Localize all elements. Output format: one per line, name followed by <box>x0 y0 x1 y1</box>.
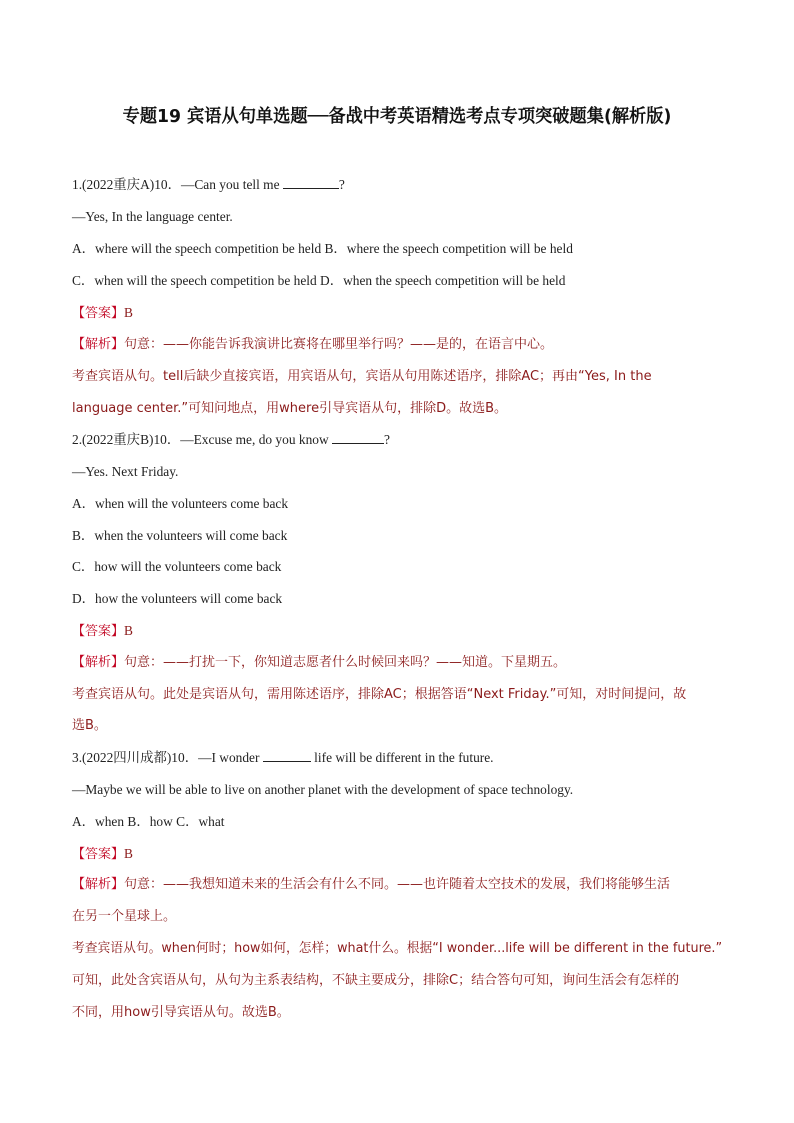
q2-option-b: B．when the volunteers will come back <box>72 528 288 543</box>
q1-options-cd: C．when will the speech competition be held D．when the speech competition will be held <box>72 273 566 288</box>
q3-blank <box>263 749 311 762</box>
q3-answer <box>72 845 133 864</box>
q2-stem-end: ? <box>384 432 390 447</box>
answer-value: B <box>124 846 133 861</box>
q1-stem-end: ? <box>338 177 345 192</box>
answer-value: B <box>124 623 133 638</box>
q2-analysis-text-1: 句意：——打扰一下，你知道志愿者什么时候回来吗？——知道。下星期五。 <box>124 655 567 670</box>
q1-reply: —Yes, In the language center. <box>72 209 233 224</box>
q3-options: A．when B．how C．what <box>72 814 225 829</box>
q2-answer <box>72 622 133 641</box>
q1-options-ab: A．where will the speech competition be held B．where the speech competition will be held <box>72 241 573 256</box>
q2-blank <box>332 431 384 444</box>
q1-analysis-line-1 <box>72 336 553 354</box>
q3-analysis-line-1 <box>72 876 670 894</box>
answer-label: 【答案】 <box>72 624 125 639</box>
q1-answer <box>72 304 133 323</box>
q2-stem <box>72 431 390 449</box>
q2-option-c: C．how will the volunteers come back <box>72 559 282 574</box>
q1-stem <box>72 176 345 194</box>
q1-analysis-line-3: language center.”可知问地点，用where引导宾语从句，排除D。故选B。 <box>72 401 508 416</box>
answer-label: 【答案】 <box>72 306 125 321</box>
analysis-label: 【解析】 <box>72 337 125 352</box>
analysis-label: 【解析】 <box>72 655 125 670</box>
q3-stem-end: life will be different in the future. <box>314 750 494 765</box>
q1-stem-text: 1.(2022重庆A)10．—Can you tell me <box>72 177 280 192</box>
q3-stem-text: 3.(2022四川成都)10．—I wonder <box>72 750 260 765</box>
q3-analysis-line-3: 考查宾语从句。when何时；how如何，怎样；what什么。根据“I wonder...life will be different in the future.” <box>72 941 723 956</box>
analysis-label: 【解析】 <box>72 877 125 892</box>
q3-analysis-text-1: 句意：——我想知道未来的生活会有什么不同。——也许随着太空技术的发展，我们将能够生活 <box>124 877 671 892</box>
answer-value: B <box>124 305 133 320</box>
q2-analysis-line-2: 考查宾语从句。此处是宾语从句，需用陈述语序，排除AC；根据答语“Next Friday.”可知，对时间提问，故 <box>72 687 687 702</box>
q3-stem <box>72 749 494 767</box>
answer-label: 【答案】 <box>72 847 125 862</box>
q1-analysis-line-2: 考查宾语从句。tell后缺少直接宾语，用宾语从句，宾语从句用陈述语序，排除AC；再由“Yes, In the <box>72 369 652 384</box>
q2-option-a: A．when will the volunteers come back <box>72 496 289 511</box>
q2-reply: —Yes. Next Friday. <box>72 464 179 479</box>
q3-analysis-line-4: 可知，此处含宾语从句，从句为主系表结构，不缺主要成分，排除C；结合答句可知，询问生活会有怎样的 <box>72 973 680 988</box>
q1-analysis-text-1: 句意：——你能告诉我演讲比赛将在哪里举行吗？——是的，在语言中心。 <box>124 337 554 352</box>
q2-analysis-line-3: 选B。 <box>72 718 107 733</box>
q3-reply: —Maybe we will be able to live on another planet with the development of space technology. <box>72 782 574 797</box>
q1-blank <box>283 176 339 189</box>
q2-stem-text: 2.(2022重庆B)10．—Excuse me, do you know <box>72 432 329 447</box>
q2-option-d: D．how the volunteers will come back <box>72 591 283 606</box>
q3-analysis-line-5: 不同，用how引导宾语从句。故选B。 <box>72 1005 290 1020</box>
q3-analysis-line-2: 在另一个星球上。 <box>72 909 177 924</box>
page-title: 专题19 宾语从句单选题──备战中考英语精选考点专项突破题集(解析版) <box>122 106 672 127</box>
q2-analysis-line-1 <box>72 654 566 672</box>
